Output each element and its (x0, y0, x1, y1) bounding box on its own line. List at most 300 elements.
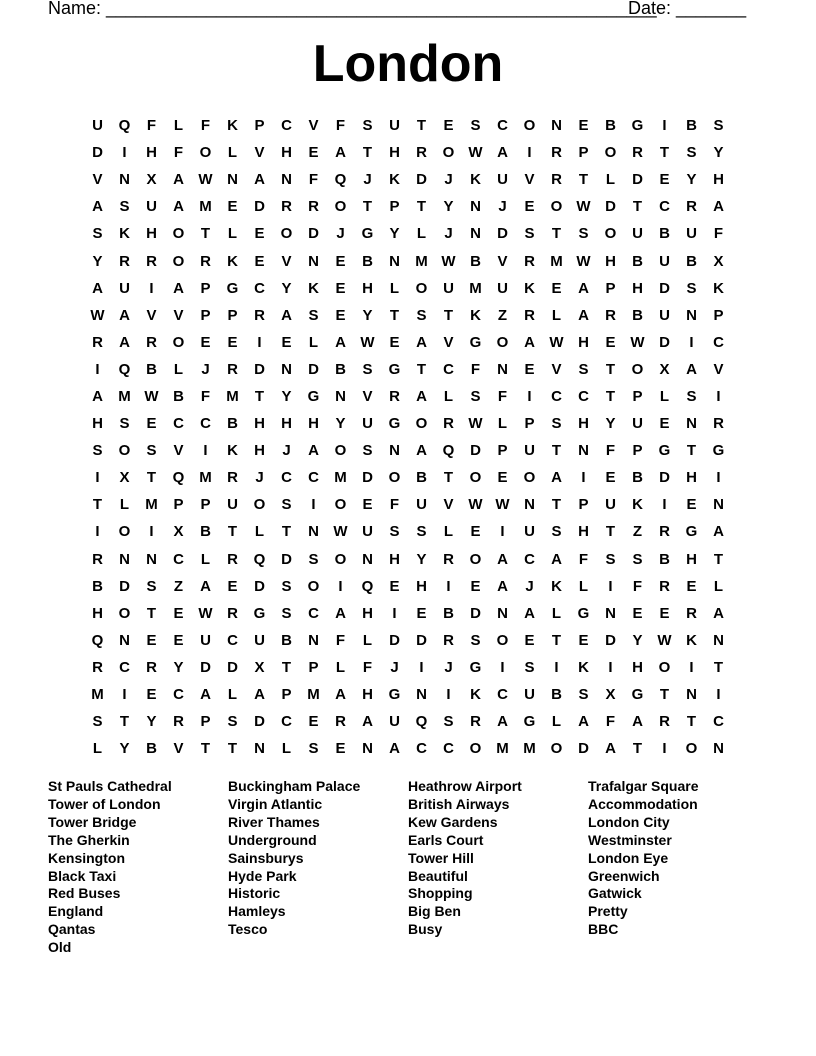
grid-letter: C (173, 686, 184, 704)
grid-letter: A (578, 306, 589, 324)
grid-letter: B (632, 252, 643, 270)
grid-letter: R (524, 252, 535, 270)
grid-letter: T (551, 225, 562, 243)
grid-letter: D (659, 469, 670, 487)
grid-row (84, 491, 732, 518)
grid-letter: W (198, 171, 213, 189)
grid-letter: G (388, 360, 401, 378)
grid-letter: A (713, 604, 724, 622)
grid-letter: G (631, 686, 644, 704)
grid-letter: K (119, 225, 130, 243)
grid-letter: V (443, 496, 454, 514)
word-bank-item: Accommodation (588, 795, 698, 812)
grid-letter: O (685, 740, 698, 758)
grid-letter: H (578, 333, 589, 351)
grid-letter: T (713, 550, 724, 568)
word-bank-item: Red Buses (48, 885, 121, 902)
grid-letter: E (173, 631, 184, 649)
grid-letter: F (389, 496, 400, 514)
grid-letter: S (470, 117, 481, 135)
grid-letter: U (686, 225, 697, 243)
grid-letter: E (146, 686, 157, 704)
grid-letter: O (172, 225, 185, 243)
word-bank-item: BBC (588, 921, 619, 938)
grid-letter: P (497, 442, 508, 460)
grid-letter: E (686, 577, 697, 595)
grid-letter: P (632, 442, 643, 460)
word-bank-item: Tower of London (48, 795, 161, 812)
grid-letter: E (416, 604, 427, 622)
grid-letter: Q (253, 550, 266, 568)
grid-letter: A (335, 604, 346, 622)
grid-letter: N (686, 415, 697, 433)
grid-letter: F (200, 117, 211, 135)
grid-letter: T (659, 144, 670, 162)
grid-letter: V (713, 360, 724, 378)
grid-letter: A (389, 740, 400, 758)
grid-letter: G (523, 713, 536, 731)
grid-letter: A (416, 387, 427, 405)
grid-letter: N (470, 198, 481, 216)
word-bank-item: St Pauls Cathedral (48, 778, 172, 794)
word-bank-item: Buckingham Palace (228, 778, 361, 794)
grid-letter: L (227, 144, 238, 162)
grid-letter: U (227, 496, 238, 514)
grid-letter: I (122, 144, 127, 162)
grid-letter: K (227, 442, 238, 460)
grid-letter: Y (281, 279, 292, 297)
grid-letter: B (632, 306, 643, 324)
grid-letter: S (362, 117, 373, 135)
grid-letter: L (497, 415, 508, 433)
grid-letter: A (551, 469, 562, 487)
grid-letter: R (227, 469, 238, 487)
grid-letter: E (524, 198, 535, 216)
grid-letter: W (657, 631, 672, 649)
grid-letter: K (227, 252, 238, 270)
grid-letter: I (338, 577, 343, 595)
grid-letter: P (200, 496, 211, 514)
grid-letter: Q (91, 631, 104, 649)
grid-letter: A (524, 333, 535, 351)
word-bank-column (48, 778, 228, 957)
grid-letter: R (713, 415, 724, 433)
grid-letter: E (281, 333, 292, 351)
grid-letter: U (659, 306, 670, 324)
grid-letter: L (227, 225, 238, 243)
grid-letter: I (662, 117, 667, 135)
grid-letter: R (200, 252, 211, 270)
grid-row (84, 464, 732, 491)
grid-letter: S (524, 658, 535, 676)
grid-letter: J (498, 198, 507, 216)
grid-letter: K (470, 686, 481, 704)
grid-letter: L (605, 171, 616, 189)
grid-letter: P (713, 306, 724, 324)
grid-letter: A (578, 713, 589, 731)
grid-letter: V (362, 387, 373, 405)
grid-letter: H (389, 550, 400, 568)
grid-letter: K (632, 496, 643, 514)
grid-row (84, 410, 732, 437)
grid-letter: A (551, 550, 562, 568)
grid-letter: F (605, 713, 616, 731)
grid-letter: M (307, 686, 320, 704)
grid-letter: K (686, 631, 697, 649)
grid-letter: L (443, 523, 454, 541)
grid-letter: C (524, 550, 535, 568)
grid-row (84, 193, 732, 220)
grid-letter: N (227, 171, 238, 189)
grid-letter: B (335, 360, 346, 378)
grid-letter: O (496, 333, 509, 351)
grid-letter: T (686, 713, 697, 731)
grid-letter: T (416, 360, 427, 378)
grid-letter: N (686, 306, 697, 324)
grid-letter: L (416, 225, 427, 243)
grid-letter: T (119, 713, 130, 731)
grid-letter: R (632, 144, 643, 162)
grid-letter: Y (686, 171, 697, 189)
word-bank-item: London City (588, 813, 670, 830)
grid-letter: Y (173, 658, 184, 676)
grid-letter: S (362, 442, 373, 460)
grid-letter: U (659, 252, 670, 270)
grid-letter: I (122, 686, 127, 704)
grid-letter: C (281, 117, 292, 135)
grid-letter: B (470, 252, 481, 270)
grid-letter: T (416, 117, 427, 135)
grid-letter: D (416, 631, 427, 649)
grid-letter: T (551, 631, 562, 649)
grid-letter: D (254, 360, 265, 378)
grid-letter: W (441, 252, 456, 270)
grid-letter: U (524, 442, 535, 460)
grid-letter: C (416, 740, 427, 758)
grid-letter: N (119, 171, 130, 189)
grid-letter: S (713, 117, 724, 135)
grid-letter: I (446, 577, 451, 595)
grid-letter: W (468, 496, 483, 514)
grid-letter: G (658, 442, 671, 460)
grid-letter: S (632, 550, 643, 568)
grid-letter: A (335, 333, 346, 351)
grid-letter: B (173, 387, 184, 405)
word-search-grid (84, 112, 732, 762)
grid-letter: T (443, 469, 454, 487)
grid-letter: D (470, 604, 481, 622)
grid-letter: A (200, 577, 211, 595)
grid-letter: D (200, 658, 211, 676)
word-bank-item: River Thames (228, 813, 320, 830)
grid-letter: H (281, 415, 292, 433)
grid-letter: W (144, 387, 159, 405)
grid-letter: K (227, 117, 238, 135)
grid-letter: S (389, 523, 400, 541)
word-bank-item: Hyde Park (228, 867, 297, 884)
grid-letter: N (119, 550, 130, 568)
grid-letter: G (388, 686, 401, 704)
grid-letter: E (605, 469, 616, 487)
word-bank-item: Trafalgar Square (588, 778, 699, 794)
grid-letter: O (469, 740, 482, 758)
grid-letter: E (551, 279, 562, 297)
grid-letter: V (92, 171, 103, 189)
grid-letter: A (524, 604, 535, 622)
grid-letter: O (550, 198, 563, 216)
grid-letter: I (203, 442, 208, 460)
grid-letter: B (632, 469, 643, 487)
grid-letter: O (523, 117, 536, 135)
grid-letter: D (308, 225, 319, 243)
grid-letter: E (362, 496, 373, 514)
grid-letter: J (390, 658, 399, 676)
grid-letter: H (254, 415, 265, 433)
grid-row (84, 220, 732, 247)
word-bank-item: Virgin Atlantic (228, 795, 323, 812)
grid-letter: W (360, 333, 375, 351)
grid-letter: L (443, 387, 454, 405)
grid-letter: U (524, 686, 535, 704)
grid-letter: P (605, 279, 616, 297)
grid-letter: D (497, 225, 508, 243)
grid-letter: G (469, 658, 482, 676)
grid-letter: H (146, 225, 157, 243)
grid-row (84, 735, 732, 762)
grid-letter: O (442, 144, 455, 162)
grid-letter: C (173, 550, 184, 568)
grid-letter: I (95, 523, 100, 541)
grid-letter: G (361, 225, 374, 243)
grid-letter: H (632, 279, 643, 297)
grid-letter: N (713, 496, 724, 514)
grid-letter: O (172, 333, 185, 351)
grid-letter: U (92, 117, 103, 135)
grid-letter: E (335, 740, 346, 758)
grid-letter: A (200, 686, 211, 704)
grid-letter: B (146, 360, 157, 378)
grid-letter: D (605, 631, 616, 649)
grid-letter: P (578, 144, 589, 162)
grid-letter: F (578, 550, 589, 568)
grid-letter: L (308, 333, 319, 351)
grid-letter: M (199, 469, 212, 487)
grid-letter: T (362, 198, 373, 216)
grid-letter: R (551, 144, 562, 162)
grid-letter: S (92, 442, 103, 460)
grid-letter: E (308, 144, 319, 162)
grid-letter: E (659, 604, 670, 622)
word-bank-item: Big Ben (408, 903, 461, 920)
grid-letter: E (389, 577, 400, 595)
grid-letter: J (363, 171, 372, 189)
grid-letter: S (92, 713, 103, 731)
grid-letter: I (716, 686, 721, 704)
grid-letter: Q (442, 442, 455, 460)
grid-letter: W (333, 523, 348, 541)
grid-letter: E (605, 333, 616, 351)
grid-letter: W (495, 496, 510, 514)
grid-letter: S (686, 387, 697, 405)
grid-letter: E (659, 171, 670, 189)
grid-letter: E (227, 198, 238, 216)
grid-letter: C (281, 713, 292, 731)
grid-letter: B (686, 117, 697, 135)
grid-letter: C (713, 333, 724, 351)
grid-letter: K (470, 306, 481, 324)
grid-letter: E (443, 117, 454, 135)
grid-row (84, 139, 732, 166)
grid-letter: L (254, 523, 265, 541)
grid-letter: E (308, 713, 319, 731)
grid-letter: F (362, 658, 373, 676)
grid-letter: O (334, 198, 347, 216)
grid-letter: O (253, 496, 266, 514)
grid-letter: S (605, 550, 616, 568)
grid-letter: A (254, 171, 265, 189)
grid-letter: T (281, 523, 292, 541)
grid-letter: R (119, 252, 130, 270)
word-bank-item: England (48, 903, 104, 920)
grid-letter: H (578, 415, 589, 433)
grid-letter: H (578, 523, 589, 541)
grid-letter: V (281, 252, 292, 270)
grid-letter: L (227, 686, 238, 704)
grid-letter: R (92, 658, 103, 676)
grid-letter: U (497, 279, 508, 297)
grid-letter: O (118, 523, 131, 541)
grid-letter: Y (119, 740, 130, 758)
grid-letter: W (576, 252, 591, 270)
grid-letter: U (605, 496, 616, 514)
grid-letter: D (362, 469, 373, 487)
grid-row (84, 302, 732, 329)
grid-letter: H (281, 144, 292, 162)
grid-letter: R (173, 713, 184, 731)
grid-letter: H (362, 279, 373, 297)
grid-letter: A (497, 550, 508, 568)
grid-letter: T (578, 171, 589, 189)
grid-letter: J (201, 360, 210, 378)
grid-letter: F (713, 225, 724, 243)
grid-letter: B (659, 225, 670, 243)
grid-letter: P (200, 279, 211, 297)
grid-letter: G (712, 442, 725, 460)
word-bank-item: Busy (408, 921, 443, 938)
grid-letter: S (551, 523, 562, 541)
grid-letter: F (200, 387, 211, 405)
grid-letter: C (443, 740, 454, 758)
grid-letter: R (146, 333, 157, 351)
grid-letter: A (497, 144, 508, 162)
grid-letter: T (713, 658, 724, 676)
grid-letter: E (524, 631, 535, 649)
grid-letter: A (605, 740, 616, 758)
grid-letter: E (335, 252, 346, 270)
word-bank-item: Old (48, 939, 72, 956)
grid-letter: E (578, 631, 589, 649)
grid-letter: Y (389, 225, 400, 243)
grid-letter: B (605, 117, 616, 135)
grid-letter: K (524, 279, 535, 297)
grid-letter: V (524, 171, 535, 189)
word-bank-item: Kew Gardens (408, 813, 498, 830)
grid-letter: R (389, 387, 400, 405)
grid-letter: O (469, 469, 482, 487)
grid-letter: E (524, 360, 535, 378)
grid-letter: I (608, 658, 613, 676)
grid-letter: K (389, 171, 400, 189)
grid-row (84, 518, 732, 545)
grid-letter: O (307, 577, 320, 595)
grid-letter: T (686, 442, 697, 460)
grid-letter: W (468, 144, 483, 162)
grid-letter: C (659, 198, 670, 216)
word-bank-column (228, 778, 408, 939)
grid-letter: M (334, 469, 347, 487)
grid-letter: O (334, 496, 347, 514)
grid-letter: C (119, 658, 130, 676)
grid-letter: D (281, 550, 292, 568)
grid-letter: A (713, 523, 724, 541)
grid-letter: R (92, 550, 103, 568)
grid-letter: E (227, 333, 238, 351)
grid-letter: I (500, 658, 505, 676)
word-bank-item: Kensington (48, 849, 125, 866)
grid-letter: S (281, 577, 292, 595)
grid-letter: F (173, 144, 184, 162)
grid-letter: P (200, 306, 211, 324)
grid-letter: D (605, 198, 616, 216)
word-bank-item: Pretty (588, 903, 628, 920)
grid-row (84, 708, 732, 735)
grid-letter: V (173, 442, 184, 460)
grid-letter: N (713, 631, 724, 649)
grid-letter: S (551, 415, 562, 433)
grid-letter: P (173, 496, 184, 514)
grid-letter: G (631, 117, 644, 135)
grid-letter: R (605, 306, 616, 324)
grid-letter: T (254, 387, 265, 405)
grid-letter: D (227, 658, 238, 676)
grid-letter: A (497, 713, 508, 731)
grid-letter: U (632, 415, 643, 433)
grid-letter: A (173, 279, 184, 297)
grid-letter: S (92, 225, 103, 243)
grid-letter: E (200, 333, 211, 351)
grid-letter: L (362, 631, 373, 649)
grid-letter: K (551, 577, 562, 595)
grid-letter: U (389, 117, 400, 135)
grid-letter: C (308, 469, 319, 487)
grid-letter: R (686, 198, 697, 216)
grid-letter: A (92, 198, 103, 216)
grid-letter: X (254, 658, 265, 676)
grid-letter: N (524, 496, 535, 514)
grid-letter: R (335, 713, 346, 731)
grid-letter: O (334, 550, 347, 568)
word-bank-item: Gatwick (588, 885, 642, 902)
grid-letter: T (659, 686, 670, 704)
grid-letter: V (254, 144, 265, 162)
grid-letter: H (146, 144, 157, 162)
grid-letter: W (90, 306, 105, 324)
grid-letter: A (308, 442, 319, 460)
grid-letter: E (173, 604, 184, 622)
grid-letter: C (227, 631, 238, 649)
grid-letter: Y (335, 415, 346, 433)
grid-letter: I (311, 496, 316, 514)
